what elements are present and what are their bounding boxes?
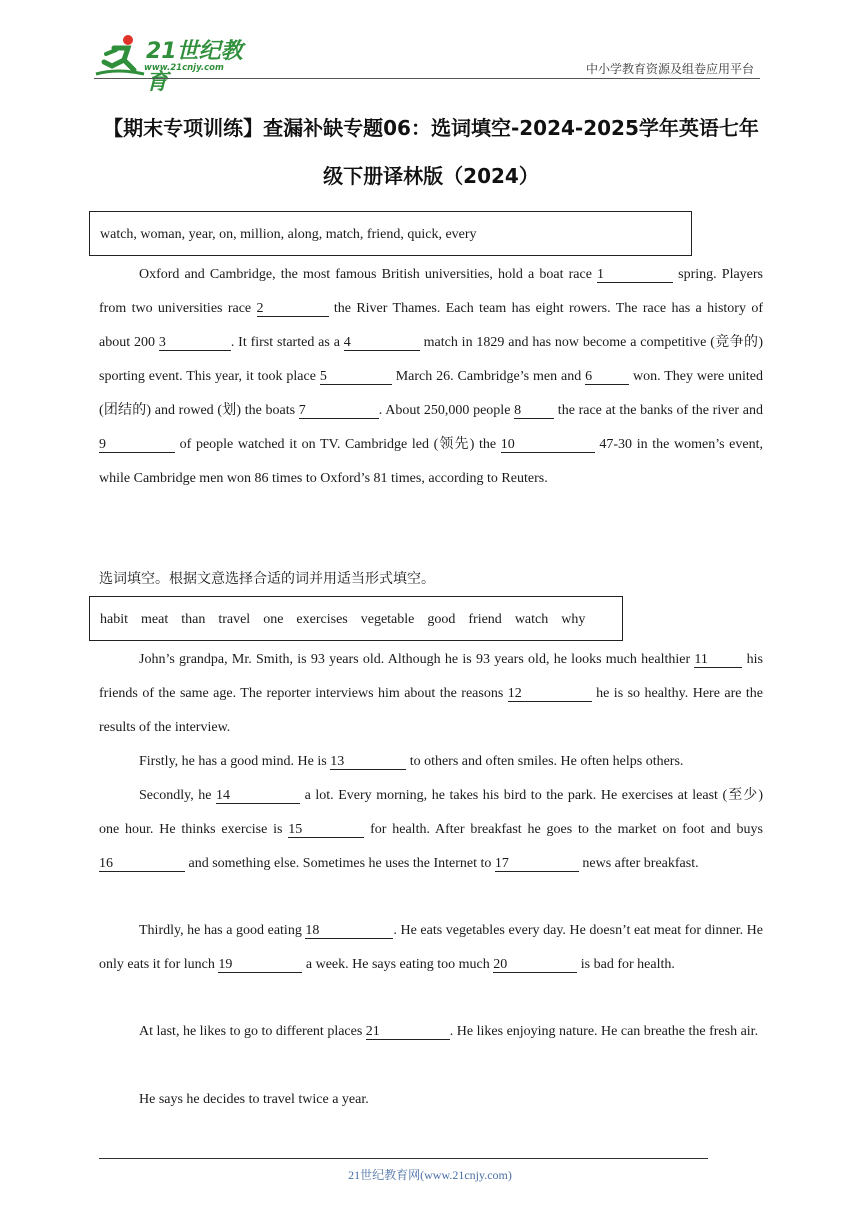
word-option: exercises [296, 612, 348, 627]
blank-9[interactable]: 9 [99, 438, 175, 453]
blank-10[interactable]: 10 [501, 438, 595, 453]
blank-14[interactable]: 14 [216, 789, 300, 804]
blank-6[interactable]: 6 [585, 370, 629, 385]
blank-21[interactable]: 21 [366, 1025, 450, 1040]
word-box-2 [89, 596, 623, 641]
logo-text: 21世纪教育 [146, 39, 243, 95]
blank-17[interactable]: 17 [495, 857, 579, 872]
passage-2-p2: Firstly, he has a good mind. He is 13 to others and often smiles. He often helps others. [139, 754, 684, 769]
footer-text: 21世纪教育网(www.21cnjy.com) [348, 1168, 512, 1182]
word-option: vegetable [360, 612, 415, 627]
blank-13[interactable]: 13 [330, 755, 406, 770]
blank-20[interactable]: 20 [493, 958, 577, 973]
page-title: 【期末专项训练】查漏补缺专题06：选词填空-2024-2025学年英语七年级下册译林版（2024） [103, 116, 759, 188]
word-option: why [561, 612, 586, 627]
logo [94, 32, 264, 95]
word-option: meat [141, 612, 169, 627]
header-platform-text: 中小学教育资源及组卷应用平台 [585, 62, 754, 76]
blank-7[interactable]: 7 [299, 404, 379, 419]
page-header [94, 32, 760, 95]
header-divider [94, 78, 760, 79]
passage-2-p1: John’s grandpa, Mr. Smith, is 93 years old. Although he is 93 years old, he looks much healthier 11 his friends of the same age. The reporter interviews him about the reasons 12 he is so healthy. Here are the results of the interview. [99, 652, 763, 735]
blank-19[interactable]: 19 [218, 958, 302, 973]
word-option: friend [468, 612, 502, 627]
blank-5[interactable]: 5 [320, 370, 392, 385]
blank-2[interactable]: 2 [257, 302, 329, 317]
blank-18[interactable]: 18 [305, 924, 393, 939]
word-box-1: watch, woman, year, on, million, along, match, friend, quick, every [89, 211, 692, 256]
passage-1: Oxford and Cambridge, the most famous British universities, hold a boat race 1 spring. Players from two universities race 2 the River Thames. Each team has eight rowers. The race has a history of about 200 3 . It first started as a 4 match in 1829 and has now become a competitive (竞争的) sporting event. This year, it took place 5 March 26. Cambridge’s men and 6 won. They were united (团结的) and rowed (划) the boats 7 . About 250,000 people 8 the race at the banks of the river and 9 of people watched it on TV. Cambridge led (领先) the 10 47-30 in the women’s event, while Cambridge men won 86 times to Oxford’s 81 times, according to Reuters. [99, 267, 764, 486]
blank-8[interactable]: 8 [514, 404, 554, 419]
logo-url: www.21cnjy.com [144, 63, 224, 73]
passage-2-p6: He says he decides to travel twice a year. [139, 1092, 369, 1107]
word-option: habit [100, 612, 128, 627]
blank-3[interactable]: 3 [159, 336, 231, 351]
blank-15[interactable]: 15 [288, 823, 364, 838]
blank-1[interactable]: 1 [597, 268, 673, 283]
instruction-text: 选词填空。根据文意选择合适的词并用适当形式填空。 [99, 571, 435, 587]
runner-logo-icon [94, 32, 146, 78]
word-option: than [181, 612, 206, 627]
word-option: watch [514, 612, 549, 627]
blank-11[interactable]: 11 [694, 653, 742, 668]
word-option: one [263, 612, 284, 627]
passage-2-p5: At last, he likes to go to different places 21 . He likes enjoying nature. He can breathe the fresh air. [139, 1024, 759, 1039]
blank-4[interactable]: 4 [344, 336, 420, 351]
blank-12[interactable]: 12 [508, 687, 592, 702]
passage-2-p4: Thirdly, he has a good eating 18 . He eats vegetables every day. He doesn’t eat meat for dinner. He only eats it for lunch 19 a week. He says eating too much 20 is bad for health. [99, 923, 763, 972]
footer-divider [99, 1158, 708, 1159]
blank-16[interactable]: 16 [99, 857, 185, 872]
word-option: travel [218, 612, 251, 627]
word-option: good [427, 612, 456, 627]
passage-2-p3: Secondly, he 14 a lot. Every morning, he takes his bird to the park. He exercises at least (至少) one hour. He thinks exercise is 15 for health. After breakfast he goes to the market on foot and buys 16 and something else. Sometimes he uses the Internet to 17 news after breakfast. [99, 788, 763, 871]
